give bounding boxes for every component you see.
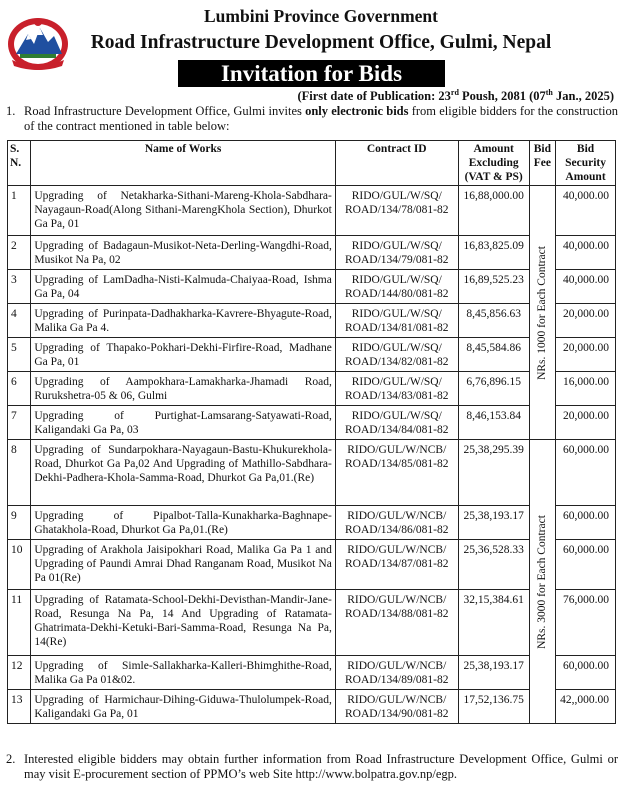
- row-amount: 17,52,136.75: [458, 690, 529, 724]
- publication-date: (First date of Publication: 23rd Poush, 2081 (07th Jan., 2025): [297, 87, 614, 103]
- row-contract-id: RIDO/GUL/W/SQ/ ROAD/134/78/081-82: [335, 186, 458, 236]
- row-amount: 16,89,525.23: [458, 270, 529, 304]
- row-amount: 32,15,384.61: [458, 590, 529, 656]
- header-sn: S. N.: [8, 141, 31, 186]
- header-work: Name of Works: [31, 141, 336, 186]
- table-row: [8, 590, 616, 656]
- row-sn: 6: [8, 372, 31, 406]
- row-contract-id: RIDO/GUL/W/SQ/ ROAD/134/84/081-82: [335, 406, 458, 440]
- row-bid-security: 16,000.00: [556, 372, 616, 406]
- row-sn: 3: [8, 270, 31, 304]
- row-contract-id: RIDO/GUL/W/SQ/ ROAD/134/83/081-82: [335, 372, 458, 406]
- row-bid-security: 42,,000.00: [556, 690, 616, 724]
- row-amount: 16,83,825.09: [458, 236, 529, 270]
- row-bid-security: 40,000.00: [556, 236, 616, 270]
- row-amount: 8,46,153.84: [458, 406, 529, 440]
- header-bid-security: Bid Security Amount: [556, 141, 616, 186]
- row-sn: 8: [8, 440, 31, 506]
- row-bid-security: 60,000.00: [556, 540, 616, 590]
- bid-fee-cell: [529, 186, 555, 440]
- row-amount: 25,38,295.39: [458, 440, 529, 506]
- row-contract-id: RIDO/GUL/W/NCB/ ROAD/134/87/081-82: [335, 540, 458, 590]
- row-sn: 10: [8, 540, 31, 590]
- row-sn: 7: [8, 406, 31, 440]
- row-amount: 25,36,528.33: [458, 540, 529, 590]
- row-sn: 11: [8, 590, 31, 656]
- table-row: [8, 338, 616, 372]
- row-bid-security: 60,000.00: [556, 656, 616, 690]
- row-work-name: Upgrading of Arakhola Jaisipokhari Road, Malika Ga Pa 1 and Upgrading of Paundi Amrai Dhad Ranganam Road, Musikot Na Pa 01(Re): [31, 540, 336, 590]
- header-contract-id: Contract ID: [335, 141, 458, 186]
- org-title: Lumbini Province Government: [204, 6, 438, 26]
- table-row: [8, 506, 616, 540]
- row-work-name: Upgrading of Pipalbot-Talla-Kunakharka-Baghnape-Ghatakhola-Road, Dhurkot Ga Pa,01.(Re): [31, 506, 336, 540]
- row-contract-id: RIDO/GUL/W/NCB/ ROAD/134/86/081-82: [335, 506, 458, 540]
- row-work-name: Upgrading of Aampokhara-Lamakharka-Jhamadi Road, Rurukshetra-05 & 06, Gulmi: [31, 372, 336, 406]
- table-row: [8, 270, 616, 304]
- row-work-name: Upgrading of Ratamata-School-Dekhi-Devisthan-Mandir-Jane-Road, Resunga Na Pa, 14 And Upgrading of Ratamata-Ghatrimata-Dekhi-Ketuki-Bari-Samma-Road, Resunga Na Pa, 14(Re): [31, 590, 336, 656]
- row-work-name: Upgrading of Purinpata-Dadhakharka-Kavrere-Bhyagute-Road, Malika Ga Pa 4.: [31, 304, 336, 338]
- row-sn: 1: [8, 186, 31, 236]
- invitation-banner: Invitation for Bids: [178, 60, 445, 87]
- row-work-name: Upgrading of Thapako-Pokhari-Dekhi-Firfire-Road, Madhane Ga Pa, 01: [31, 338, 336, 372]
- row-amount: 25,38,193.17: [458, 656, 529, 690]
- table-row: [8, 372, 616, 406]
- office-title: Road Infrastructure Development Office, Gulmi, Nepal: [90, 32, 552, 53]
- row-amount: 8,45,856.63: [458, 304, 529, 338]
- row-contract-id: RIDO/GUL/W/SQ/ ROAD/134/81/081-82: [335, 304, 458, 338]
- row-sn: 9: [8, 506, 31, 540]
- bid-fee-cell: [529, 440, 555, 724]
- row-contract-id: RIDO/GUL/W/NCB/ ROAD/134/90/081-82: [335, 690, 458, 724]
- table-row: [8, 236, 616, 270]
- row-bid-security: 60,000.00: [556, 506, 616, 540]
- row-contract-id: RIDO/GUL/W/NCB/ ROAD/134/85/081-82: [335, 440, 458, 506]
- row-work-name: Upgrading of Harmichaur-Dihing-Giduwa-Thulolumpek-Road, Kaligandaki Ga Pa, 01: [31, 690, 336, 724]
- header-bid-fee: Bid Fee: [529, 141, 555, 186]
- table-row: [8, 440, 616, 506]
- table-row: [8, 406, 616, 440]
- row-contract-id: RIDO/GUL/W/SQ/ ROAD/134/79/081-82: [335, 236, 458, 270]
- footer-paragraph: 2. Interested eligible bidders may obtain further information from Road Infrastructure Development Office, Gulmi or may visit E-procurement section of PPMO’s web Site http://www.bolpatra.gov.np/egp.: [6, 752, 618, 781]
- row-sn: 2: [8, 236, 31, 270]
- row-amount: 16,88,000.00: [458, 186, 529, 236]
- row-work-name: Upgrading of Simle-Sallakharka-Kalleri-Bhimghithe-Road, Malika Ga Pa 01&02.: [31, 656, 336, 690]
- table-header-row: [8, 141, 616, 186]
- table-row: [8, 540, 616, 590]
- table-row: [8, 690, 616, 724]
- table-row: [8, 656, 616, 690]
- row-sn: 5: [8, 338, 31, 372]
- bids-table: [7, 140, 616, 724]
- row-bid-security: 20,000.00: [556, 406, 616, 440]
- row-bid-security: 40,000.00: [556, 270, 616, 304]
- row-amount: 8,45,584.86: [458, 338, 529, 372]
- row-bid-security: 20,000.00: [556, 304, 616, 338]
- header-amount: Amount Excluding (VAT & PS): [458, 141, 529, 186]
- row-sn: 12: [8, 656, 31, 690]
- row-bid-security: 20,000.00: [556, 338, 616, 372]
- row-contract-id: RIDO/GUL/W/SQ/ ROAD/134/82/081-82: [335, 338, 458, 372]
- row-amount: 25,38,193.17: [458, 506, 529, 540]
- row-contract-id: RIDO/GUL/W/NCB/ ROAD/134/89/081-82: [335, 656, 458, 690]
- table-row: [8, 304, 616, 338]
- intro-paragraph: 1. Road Infrastructure Development Office, Gulmi invites only electronic bids from eligible bidders for the construction of the contract mentioned in table below:: [6, 104, 618, 133]
- row-bid-security: 76,000.00: [556, 590, 616, 656]
- row-work-name: Upgrading of Badagaun-Musikot-Neta-Derling-Wangdhi-Road, Musikot Na Pa, 02: [31, 236, 336, 270]
- row-contract-id: RIDO/GUL/W/NCB/ ROAD/134/88/081-82: [335, 590, 458, 656]
- table-row: [8, 186, 616, 236]
- row-bid-security: 60,000.00: [556, 440, 616, 506]
- row-sn: 13: [8, 690, 31, 724]
- row-work-name: Upgrading of Purtighat-Lamsarang-Satyawati-Road, Kaligandaki Ga Pa, 03: [31, 406, 336, 440]
- row-sn: 4: [8, 304, 31, 338]
- row-work-name: Upgrading of LamDadha-Nisti-Kalmuda-Chaiyaa-Road, Ishma Ga Pa, 04: [31, 270, 336, 304]
- row-contract-id: RIDO/GUL/W/SQ/ ROAD/144/80/081-82: [335, 270, 458, 304]
- bid-fee-text: NRs. 3000 for Each Contract: [536, 514, 549, 649]
- row-work-name: Upgrading of Sundarpokhara-Nayagaun-Bastu-Khukurekhola-Road, Dhurkot Ga Pa,02 And Upgrading of Mathillo-Sabdhara-Dekhi-Padhera-Khola-Samma-Road, Dhurkot Ga Pa,01.(Re): [31, 440, 336, 506]
- row-bid-security: 40,000.00: [556, 186, 616, 236]
- row-work-name: Upgrading of Netakharka-Sithani-Mareng-Khola-Sabdhara-Nayagaun-Road(Along Sithani-MarengKhola Section), Dhurkot Ga Pa, 01: [31, 186, 336, 236]
- bid-fee-text: NRs. 1000 for Each Contract: [536, 245, 549, 380]
- row-amount: 6,76,896.15: [458, 372, 529, 406]
